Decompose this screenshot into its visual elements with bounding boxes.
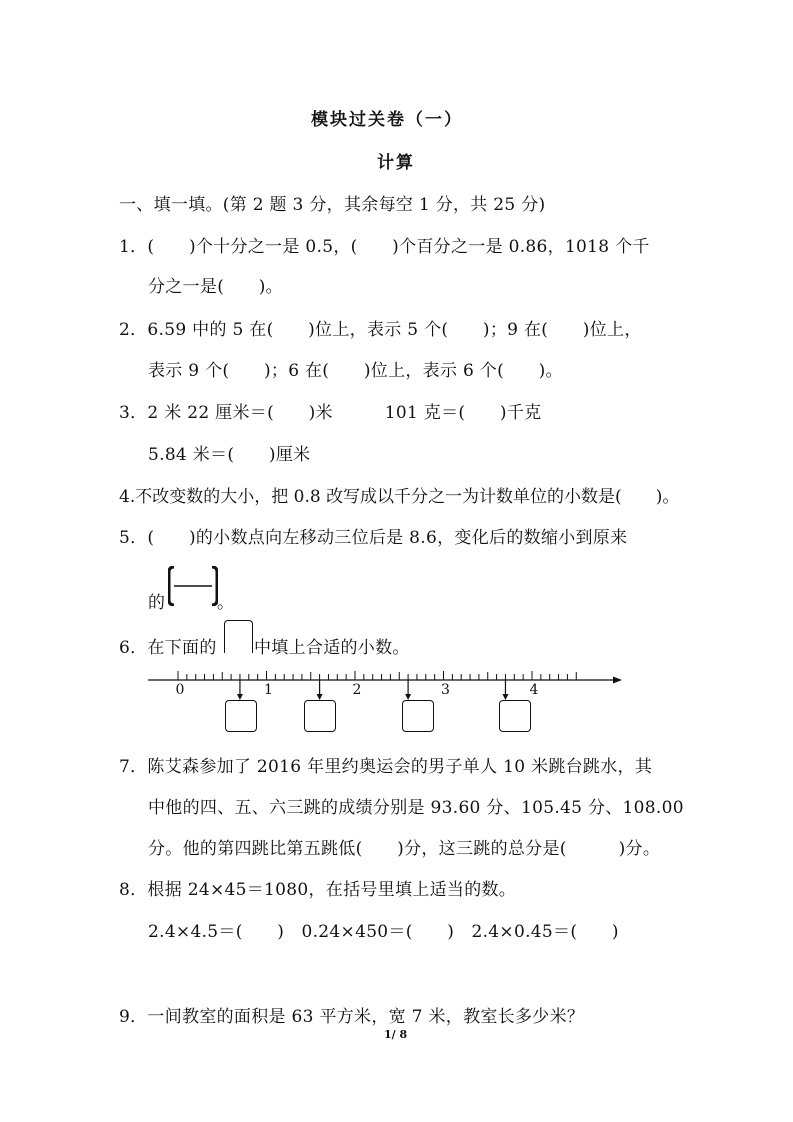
- number-line-label: 2: [352, 682, 362, 698]
- number-line-label: 1: [264, 682, 273, 698]
- question-8-line-2: 2.4×4.5＝( ) 0.24×450＝( ) 2.4×0.45＝( ): [148, 922, 619, 942]
- question-3-line-2: 5.84 米＝( )厘米: [148, 445, 311, 465]
- number-line-label: 3: [441, 682, 450, 698]
- page-number: 1/ 8: [384, 1028, 408, 1041]
- question-2-line-2: 表示 9 个( )；6 在( )位上，表示 6 个( )。: [148, 361, 563, 381]
- question-4: 4.不改变数的大小，把 0.8 改写成以千分之一为计数单位的小数是( )。: [119, 487, 680, 507]
- question-7-line-1: 7．陈艾森参加了 2016 年里约奥运会的男子单人 10 米跳台跳水，其: [119, 757, 653, 777]
- answer-box-2[interactable]: [304, 700, 336, 732]
- number-line-arrow-icon: [613, 677, 622, 684]
- answer-box-1[interactable]: [225, 700, 257, 732]
- page-title: 模块过关卷（一）: [311, 110, 463, 130]
- question-8-line-1: 8．根据 24×45＝1080，在括号里填上适当的数。: [119, 880, 517, 900]
- question-9: 9．一间教室的面积是 63 平方米，宽 7 米，教室长多少米？: [119, 1007, 585, 1027]
- question-7-line-2: 中他的四、五、六三跳的成绩分别是 93.60 分、105.45 分、108.00: [148, 798, 684, 818]
- number-line-label: 0: [175, 682, 185, 698]
- question-6-prefix: 6．在下面的: [119, 638, 217, 658]
- question-2-line-1: 2．6.59 中的 5 在( )位上，表示 5 个( )；9 在( )位上，: [119, 320, 642, 340]
- answer-box-3[interactable]: [402, 700, 434, 732]
- question-5-prefix: 的: [148, 593, 166, 613]
- question-3-line-1: 3．2 米 22 厘米＝( )米 101 克＝( )千克: [119, 403, 542, 423]
- question-1-line-2: 分之一是( )。: [148, 277, 283, 297]
- answer-box-4[interactable]: [499, 700, 531, 732]
- question-7-line-3: 分。他的第四跳比第五跳低( )分，这三跳的总分是( )分。: [148, 839, 661, 859]
- question-1-line-1: 1．( )个十分之一是 0.5，( )个百分之一是 0.86，1018 个千: [119, 237, 650, 257]
- question-5-suffix: 。: [217, 593, 235, 613]
- section-heading: 一、填一填。(第 2 题 3 分，其余每空 1 分，共 25 分): [119, 195, 546, 215]
- question-6-suffix: 中填上合适的小数。: [254, 638, 410, 658]
- question-5-line-1: 5．( )的小数点向左移动三位后是 8.6，变化后的数缩小到原来: [119, 528, 628, 548]
- number-line-label: 4: [529, 682, 539, 698]
- section-subtitle: 计算: [377, 153, 415, 173]
